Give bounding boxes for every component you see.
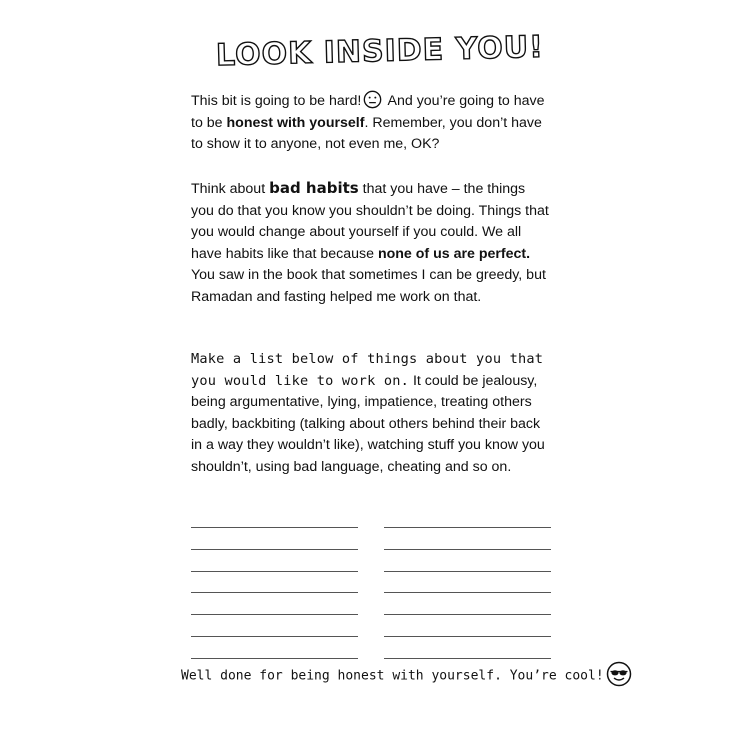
honest-emphasis: honest with yourself	[226, 114, 365, 131]
writing-line[interactable]	[384, 571, 551, 572]
writing-line[interactable]	[191, 614, 358, 615]
writing-lines-right[interactable]	[384, 527, 551, 680]
habits-text-mid: that you have – the things you do that you know you shouldn’t be doing. Things that you would change about yourself if you could. We all have habits like that because	[191, 181, 549, 262]
writing-line[interactable]	[191, 592, 358, 593]
writing-line[interactable]	[384, 592, 551, 593]
sunglasses-face-icon	[606, 661, 632, 687]
writing-line[interactable]	[384, 527, 551, 528]
writing-line[interactable]	[384, 636, 551, 637]
writing-lines-left[interactable]	[191, 527, 358, 680]
examples-text: It could be jealousy, being argumentative, lying, impatience, treating others badly, backbiting (talking about others behind their back in a way they wouldn’t like), watching stuff you know you shouldn’t, using bad language, cheating and so on.	[191, 372, 545, 475]
list-instruction: Make a list below of things about you that you would like to work on.	[191, 351, 544, 389]
writing-line[interactable]	[191, 549, 358, 550]
intro-text-end: . Remember, you don’t have to show it to anyone, not even me, OK?	[191, 114, 542, 153]
neutral-face-icon	[363, 90, 382, 109]
instructions-paragraph	[191, 349, 551, 479]
habits-paragraph	[191, 178, 551, 309]
intro-text-mid: And you’re going to have to be	[191, 93, 545, 131]
writing-line[interactable]	[384, 658, 551, 659]
habits-text-end: You saw in the book that sometimes I can be greedy, but Ramadan and fasting helped me work on that.	[191, 267, 546, 305]
intro-paragraph	[191, 91, 551, 156]
writing-line[interactable]	[191, 636, 358, 637]
habits-text-start: Think about	[191, 181, 270, 197]
writing-line[interactable]	[384, 614, 551, 615]
writing-line[interactable]	[191, 527, 358, 528]
writing-line[interactable]	[191, 571, 358, 572]
page-title: LOOK INSIDE YOU!	[215, 29, 545, 74]
intro-text-start: This bit is going to be hard!	[191, 93, 362, 109]
footer-text: Well done for being honest with yourself. You’re cool!	[181, 668, 604, 684]
writing-line[interactable]	[191, 658, 358, 659]
footer-note	[181, 665, 632, 687]
writing-line[interactable]	[384, 549, 551, 550]
bad-habits-emphasis: bad habits	[269, 179, 359, 197]
not-perfect-emphasis: none of us are perfect.	[377, 245, 531, 262]
